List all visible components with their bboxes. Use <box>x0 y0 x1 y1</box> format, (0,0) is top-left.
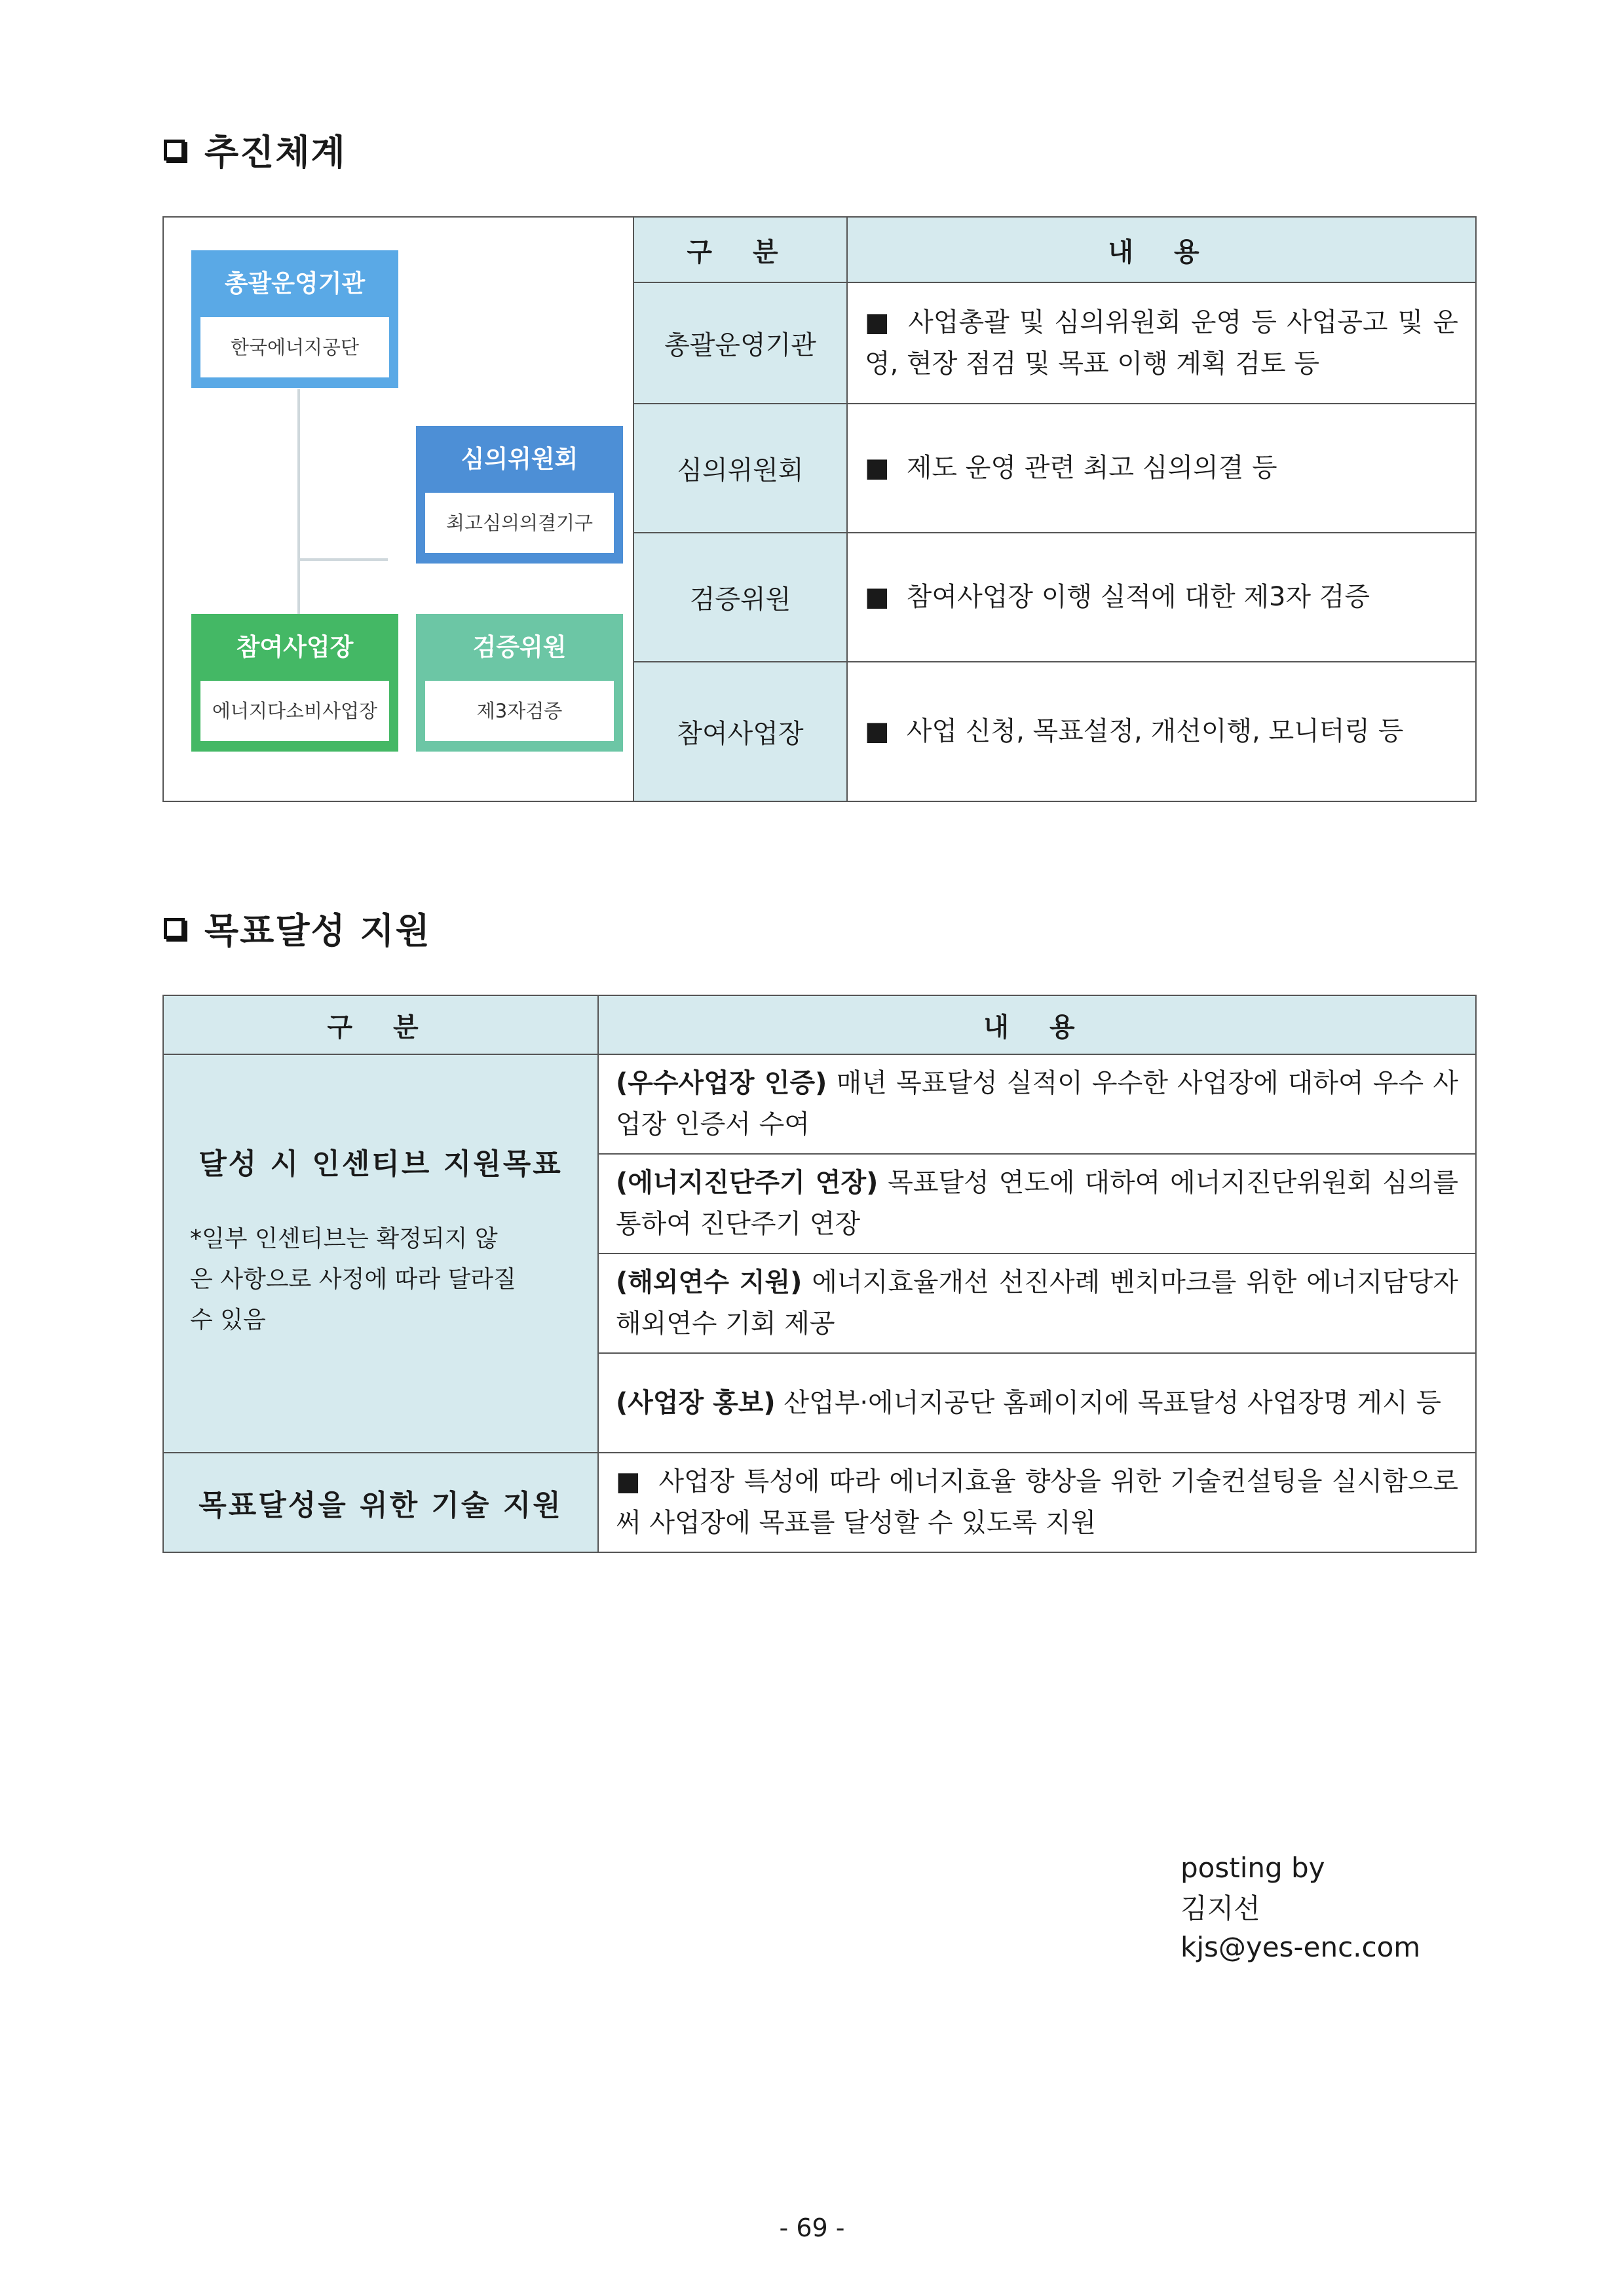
org-box-participant: 참여사업장 에너지다소비사업장 <box>191 614 398 752</box>
org-box-committee: 심의위원회 최고심의의결기구 <box>416 426 623 564</box>
incentive-title: 달성 시 인센티브 지원목표 <box>198 1147 563 1181</box>
table1-row-label: 심의위원회 <box>633 404 847 533</box>
section2-heading <box>164 903 431 953</box>
checkbox-square-icon <box>164 140 185 161</box>
incentive-note: *일부 인센티브는 확정되지 않은 사항으로 사정에 따라 달라질 수 있음 <box>190 1225 516 1333</box>
table1-row-content: ■ 사업총괄 및 심의위원회 운영 등 사업공고 및 운영, 현장 점검 및 목표 이행 계획 검토 등 <box>847 282 1476 404</box>
table2-header-col2: 내 용 <box>598 995 1476 1054</box>
tech-support-label-cell: 목표달성을 위한 기술 지원 <box>163 1453 598 1552</box>
author-email: kjs@yes-enc.com <box>1180 1931 1421 1963</box>
table1-header-col2: 내 용 <box>847 217 1476 282</box>
org-chart <box>164 218 632 801</box>
section1-title: 추진체계 <box>204 132 347 173</box>
incentive-label-cell <box>163 1054 598 1453</box>
author-name: 김지선 <box>1180 1892 1260 1924</box>
incentive-item: (해외연수 지원) 에너지효율개선 선진사례 벤치마크를 위한 에너지담당자 해외연수 기회 제공 <box>598 1253 1476 1353</box>
table2-header-col1: 구 분 <box>163 995 598 1054</box>
table1-row-content: ■ 제도 운영 관련 최고 심의의결 등 <box>847 404 1476 533</box>
support-table <box>162 995 1477 1553</box>
table1-header-col1: 구 분 <box>633 217 847 282</box>
section1-heading <box>164 124 347 175</box>
org-chart-cell <box>163 217 633 801</box>
posting-credit <box>1180 1848 1420 1966</box>
table1-row-label: 참여사업장 <box>633 662 847 801</box>
org-box-operator: 총괄운영기관 한국에너지공단 <box>191 250 398 388</box>
posting-by: posting by <box>1180 1852 1325 1884</box>
table1-row-label: 검증위원 <box>633 533 847 662</box>
org-box-verifier: 검증위원 제3자검증 <box>416 614 623 752</box>
incentive-item: (우수사업장 인증) 매년 목표달성 실적이 우수한 사업장에 대하여 우수 사업장 인증서 수여 <box>598 1054 1476 1154</box>
section2-title: 목표달성 지원 <box>204 910 431 951</box>
table1-row-content: ■ 참여사업장 이행 실적에 대한 제3자 검증 <box>847 533 1476 662</box>
table1-row-content: ■ 사업 신청, 목표설정, 개선이행, 모니터링 등 <box>847 662 1476 801</box>
table1-row-label: 총괄운영기관 <box>633 282 847 404</box>
organization-table <box>162 216 1477 802</box>
incentive-item: (에너지진단주기 연장) 목표달성 연도에 대하여 에너지진단위원회 심의를 통하여 진단주기 연장 <box>598 1154 1476 1253</box>
checkbox-square-icon <box>164 918 185 939</box>
page-number: - 69 - <box>779 2213 845 2242</box>
incentive-item: (사업장 홍보) 산업부·에너지공단 홈페이지에 목표달성 사업장명 게시 등 <box>598 1353 1476 1453</box>
tech-support-content: ■ 사업장 특성에 따라 에너지효율 향상을 위한 기술컨설팅을 실시함으로써 사업장에 목표를 달성할 수 있도록 지원 <box>598 1453 1476 1552</box>
